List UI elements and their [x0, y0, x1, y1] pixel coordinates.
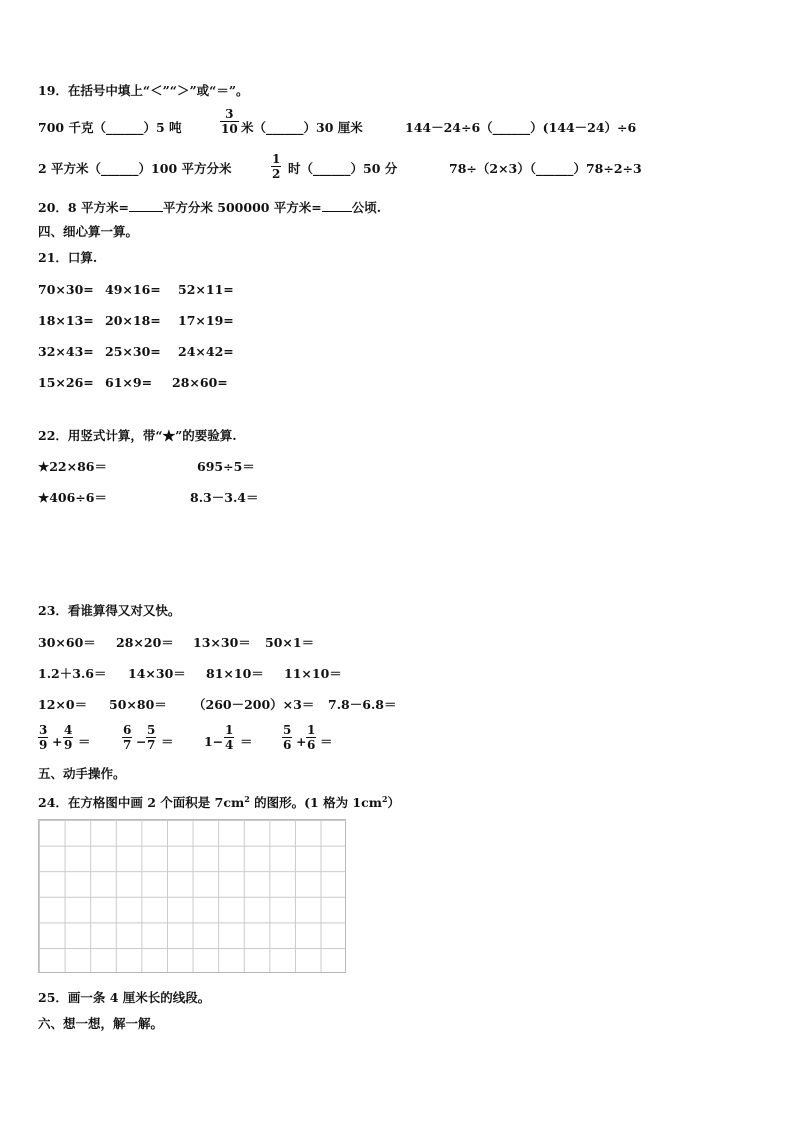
q19-title: 19．在括号中填上“＜”“＞”或“＝”。	[38, 83, 249, 98]
q22-title: 22．用竖式计算，带“★”的要验算.	[38, 428, 237, 443]
q21-item: 25×30=	[105, 344, 161, 359]
q19-r2-fraction	[271, 152, 281, 181]
answer-blank[interactable]	[129, 199, 163, 212]
q21-item: 70×30=	[38, 282, 94, 297]
q22-item: ★22×86＝	[38, 459, 107, 474]
section-6-heading: 六、想一想，解一解。	[38, 1016, 164, 1031]
q20-part2: 平方分米 500000 平方米=	[162, 200, 322, 215]
q19-r1-c3: 144－24÷6（______）(144－24）÷6	[405, 120, 637, 135]
q24-text-b: 的图形。(1 格为 1cm	[249, 795, 382, 811]
equals: ＝	[78, 734, 91, 749]
q23-item: 1.2＋3.6＝	[38, 666, 107, 681]
superscript: 2	[244, 794, 250, 804]
numerator: 4	[64, 723, 73, 737]
operator: −	[136, 734, 147, 749]
q23-item: 30×60＝	[38, 635, 96, 650]
numerator: 5	[283, 723, 292, 737]
q23-item: 7.8－6.8＝	[328, 697, 397, 712]
fraction-1-6	[306, 723, 316, 752]
leading-term: 1−	[204, 734, 224, 749]
operator: +	[52, 734, 63, 749]
q23-item: 50×80＝	[109, 697, 167, 712]
q19-r1-c1: 700 千克（______）5 吨	[38, 120, 182, 135]
q23-item: 50×1＝	[265, 635, 315, 650]
equals: ＝	[240, 734, 253, 749]
q22-item: ★406÷6＝	[38, 490, 107, 505]
q23-item: 28×20＝	[116, 635, 174, 650]
q21-item: 17×19=	[178, 313, 234, 328]
operator: +	[296, 734, 307, 749]
q24-title	[38, 791, 400, 811]
numerator: 1	[272, 152, 281, 166]
q23-item: 14×30＝	[128, 666, 186, 681]
section-5-heading: 五、动手操作。	[38, 766, 126, 781]
q21-item: 32×43=	[38, 344, 94, 359]
denominator: 2	[272, 167, 281, 181]
q25-text: 25．画一条 4 厘米长的线段。	[38, 990, 211, 1005]
q21-item: 49×16=	[105, 282, 161, 297]
q19-r1-fraction	[220, 107, 239, 136]
superscript: 2	[381, 794, 388, 804]
q21-title: 21．口算.	[38, 250, 98, 265]
q21-item: 20×18=	[105, 313, 161, 328]
fraction-5-6	[282, 723, 292, 752]
numerator: 3	[39, 723, 48, 737]
square-grid[interactable]	[38, 819, 346, 973]
q21-item: 28×60=	[172, 375, 228, 390]
q24-text-c: ）	[387, 795, 401, 811]
answer-blank[interactable]	[322, 199, 352, 212]
fraction-1-4	[224, 723, 234, 752]
fraction-3-9	[38, 723, 48, 752]
q22-item: 8.3－3.4＝	[190, 490, 259, 505]
numerator: 1	[225, 723, 234, 737]
q21-item: 15×26=	[38, 375, 94, 390]
q19-r1-c2: 米（______）30 厘米	[241, 120, 363, 135]
fraction-6-7	[122, 723, 132, 752]
denominator: 6	[307, 738, 316, 752]
q23-item: 81×10＝	[206, 666, 264, 681]
fraction-5-7	[146, 723, 156, 752]
section-4-heading: 四、细心算一算。	[38, 224, 139, 239]
fraction-4-9	[63, 723, 73, 752]
q21-item: 24×42=	[178, 344, 234, 359]
q23-title: 23．看谁算得又对又快。	[38, 603, 181, 618]
denominator: 7	[147, 738, 156, 752]
q20-part3: 公顷.	[351, 200, 382, 215]
q19-r2-c3: 78÷（2×3）（______）78÷2÷3	[449, 161, 642, 176]
q20-part1: 20．8 平方米=	[38, 200, 129, 215]
q19-r2-c2: 时（______）50 分	[288, 161, 398, 176]
denominator: 9	[39, 738, 48, 752]
q20-line	[38, 199, 381, 216]
numerator: 6	[123, 723, 132, 737]
denominator: 10	[221, 122, 238, 136]
denominator: 9	[64, 738, 73, 752]
q21-item: 52×11=	[178, 282, 234, 297]
q23-item: 13×30＝	[193, 635, 251, 650]
equals: ＝	[320, 734, 333, 749]
q21-item: 18×13=	[38, 313, 94, 328]
numerator: 1	[307, 723, 316, 737]
denominator: 6	[283, 738, 292, 752]
denominator: 7	[123, 738, 132, 752]
equals: ＝	[161, 734, 174, 749]
q23-item: 11×10＝	[284, 666, 342, 681]
numerator: 3	[225, 107, 234, 121]
q24-text-a: 24．在方格图中画 2 个面积是 7cm	[38, 795, 245, 811]
numerator: 5	[147, 723, 156, 737]
q23-item: （260－200）×3＝	[193, 697, 315, 712]
q21-item: 61×9=	[105, 375, 153, 390]
denominator: 4	[225, 738, 234, 752]
q23-item: 12×0＝	[38, 697, 88, 712]
q22-item: 695÷5＝	[197, 459, 255, 474]
q19-r2-c1: 2 平方米（______）100 平方分米	[38, 161, 232, 176]
